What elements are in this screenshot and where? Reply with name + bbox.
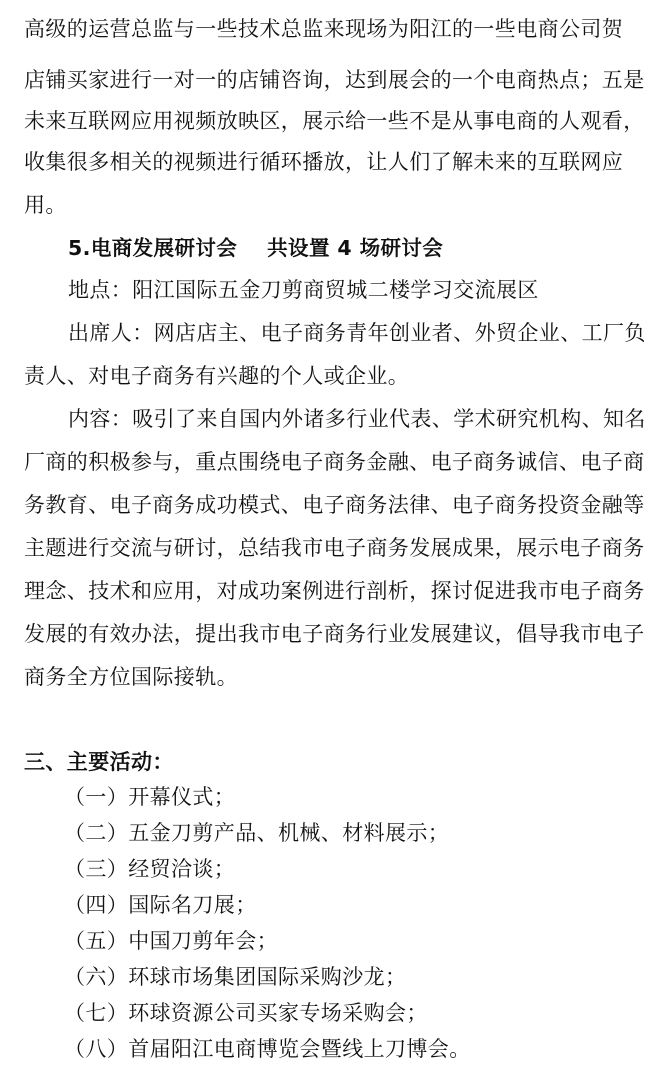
content-line-2: 厂商的积极参与，重点围绕电子商务金融、电子商务诚信、电子商 [24, 450, 645, 474]
activity-item: （六）环球市场集团国际采购沙龙； [64, 965, 407, 989]
activity-item: （一）开幕仪式； [64, 785, 236, 809]
content-line-1: 内容：吸引了来自国内外诸多行业代表、学术研究机构、知名 [68, 407, 646, 431]
intro-line-2: 店铺买家进行一对一的店铺咨询，达到展会的一个电商热点；五是 [24, 68, 645, 92]
intro-line-5: 用。 [24, 193, 67, 217]
intro-line-3: 未来互联网应用视频放映区，展示给一些不是从事电商的人观看， [24, 109, 645, 133]
content-line-6: 发展的有效办法，提出我市电子商务行业发展建议，倡导我市电子 [24, 622, 645, 646]
attendees-line-2: 责人、对电子商务有兴趣的个人或企业。 [24, 364, 410, 388]
intro-line-1: 高级的运营总监与一些技术总监来现场为阳江的一些电商公司贺 [24, 17, 624, 41]
content-line-7: 商务全方位国际接轨。 [24, 665, 238, 689]
seminar-heading-count: 共设置 4 场研讨会 [267, 236, 444, 260]
activity-item-last: （八）首届阳江电商博览会暨线上刀博会。 [64, 1037, 471, 1061]
attendees-line-1: 出席人：网店店主、电子商务青年创业者、外贸企业、工厂负 [68, 321, 646, 345]
seminar-heading [68, 231, 443, 265]
activities-title: 三、主要活动： [24, 750, 174, 774]
activity-item: （五）中国刀剪年会； [64, 929, 278, 953]
activity-item: （二）五金刀剪产品、机械、材料展示； [64, 821, 450, 845]
seminar-heading-title: 5.电商发展研讨会 [68, 236, 238, 260]
activity-item: （三）经贸洽谈； [64, 857, 236, 881]
content-line-5: 理念、技术和应用，对成功案例进行剖析，探讨促进我市电子商务 [24, 579, 645, 603]
content-line-3: 务教育、电子商务成功模式、电子商务法律、电子商务投资金融等 [24, 493, 645, 517]
activity-item: （七）环球资源公司买家专场采购会； [64, 1001, 428, 1025]
intro-line-4: 收集很多相关的视频进行循环播放，让人们了解未来的互联网应 [24, 150, 624, 174]
activity-item: （四）国际名刀展； [64, 893, 257, 917]
seminar-location: 地点：阳江国际五金刀剪商贸城二楼学习交流展区 [68, 278, 539, 302]
content-line-4: 主题进行交流与研讨，总结我市电子商务发展成果，展示电子商务 [24, 536, 645, 560]
